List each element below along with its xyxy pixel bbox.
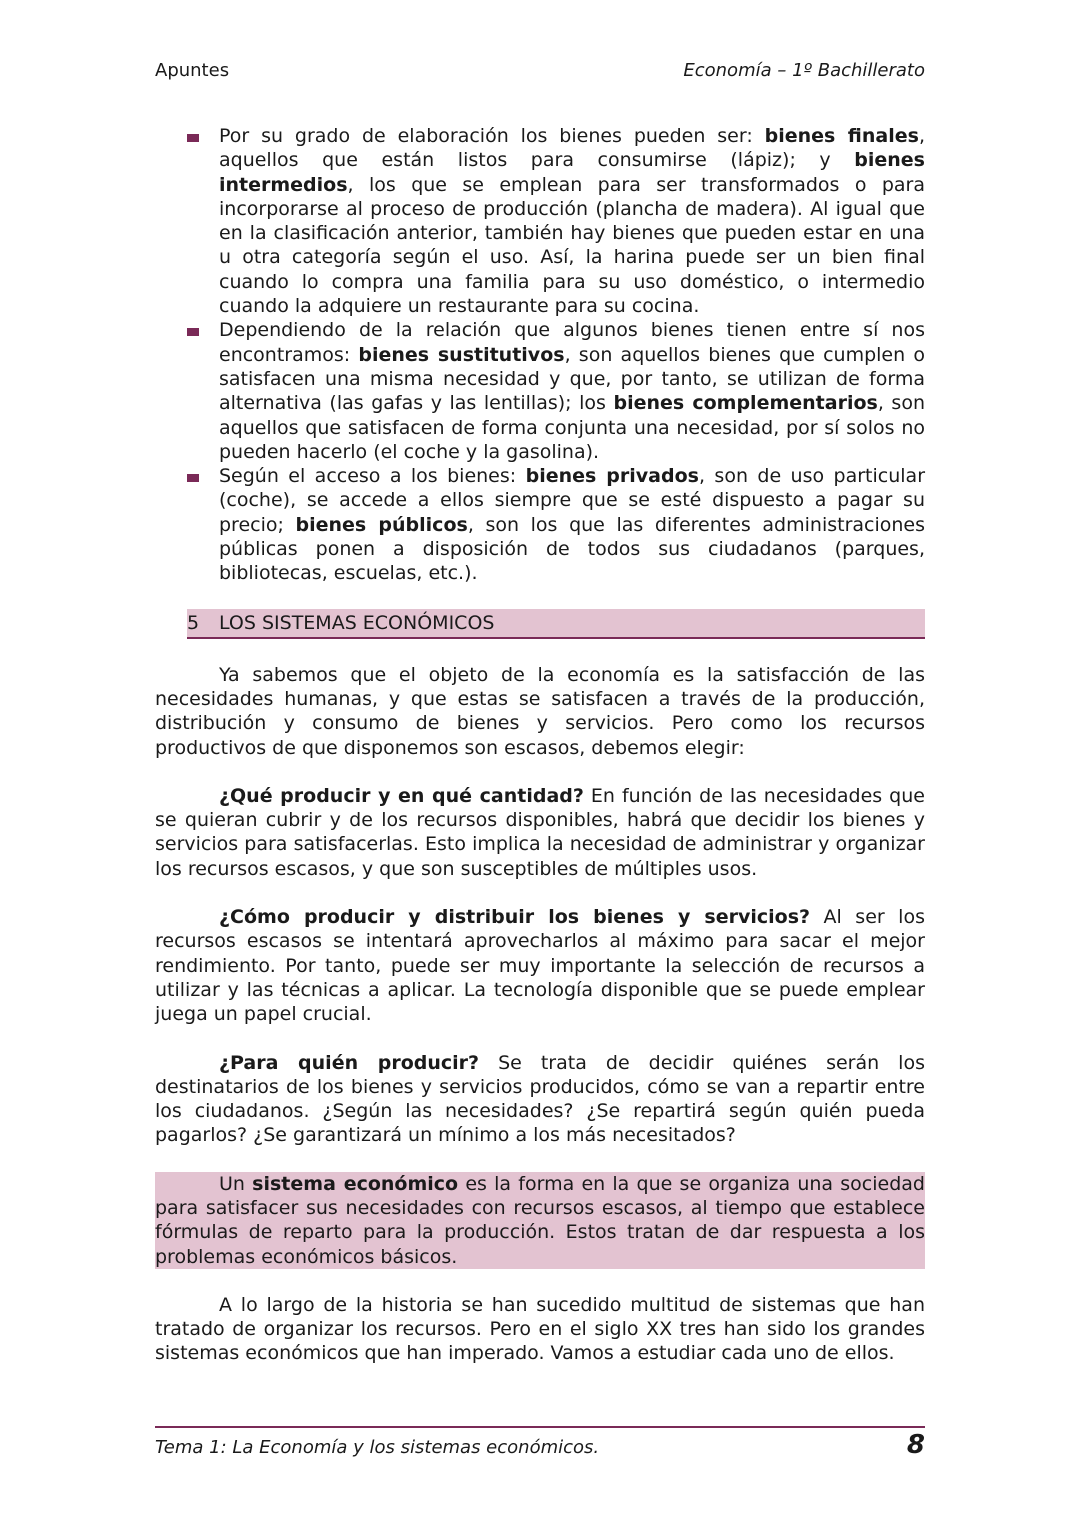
bullet-text: , los que se emplean para ser transformados o para incorporarse al proceso de producción (plancha de madera). Al igual que en la clasificación anterior, también hay bienes que pueden estar en una u otra categoría según el uso. Así, la harina puede ser un bien final cuando lo compra una familia para su uso doméstico, o intermedio cuando la adquiere un restaurante para su cocina. <box>219 173 925 318</box>
question-whom-paragraph <box>155 1051 925 1148</box>
question-bold: ¿Cómo producir y distribuir los bienes y servicios? <box>219 906 811 929</box>
definition-highlight-box <box>155 1172 925 1269</box>
section-number: 5 <box>187 611 200 634</box>
bullet-text: Según el acceso a los bienes: <box>219 465 526 488</box>
bullet-bold-term: bienes públicos <box>295 513 468 536</box>
bullet-text: , son aquellos que satisfacen de forma conjunta una necesidad, por sí solos no pueden hacerlo (el coche y la gasolina). <box>219 392 925 463</box>
bullet-list <box>187 124 925 586</box>
bullet-bold-term: bienes complementarios <box>613 392 878 415</box>
page-header <box>155 60 925 86</box>
intro-paragraph: Ya sabemos que el objeto de la economía es la satisfacción de las necesidades humanas, y que estas se satisfacen a través de la producción, distribución y consumo de bienes y servicios. Pero como los recursos productivos de que disponemos son escasos, debemos elegir: <box>155 663 925 759</box>
definition-text: es la forma en la que se organiza una sociedad para satisfacer sus necesidades con recursos escasos, al tiempo que establece fórmulas de reparto para la producción. Estos tratan de dar respuesta a los problemas económicos básicos. <box>155 1172 925 1268</box>
question-how-paragraph <box>155 905 925 1026</box>
bullet-text: Dependiendo de la relación que algunos bienes tienen entre sí nos encontramos: <box>219 319 925 366</box>
page-number: 8 <box>906 1430 925 1460</box>
header-left-label: Apuntes <box>155 60 230 81</box>
header-course-title: Economía – 1º Bachillerato <box>683 60 925 81</box>
square-bullet-icon <box>187 134 199 142</box>
footer-topic-title: Tema 1: La Economía y los sistemas económicos. <box>155 1437 600 1458</box>
bullet-text: , son de uso particular (coche), se accede a ellos siempre que se esté dispuesto a pagar su precio; <box>219 465 926 536</box>
question-text: En función de las necesidades que se quieran cubrir y de los recursos disponibles, habrá que decidir los bienes y servicios para satisfacerlas. Esto implica la necesidad de administrar y organizar los recursos escasos, y que son susceptibles de múltiples usos. <box>155 784 925 880</box>
bullet-bold-term: bienes sustitutivos <box>358 343 565 366</box>
question-text: Al ser los recursos escasos se intentará aprovecharlos al máximo para sacar el mejor rendimiento. Por tanto, puede ser muy importante la selección de recursos a utilizar y las técnicas a aplicar. La tecnología disponible que se puede emplear juega un papel crucial. <box>155 906 925 1026</box>
definition-prefix: Un <box>219 1172 253 1195</box>
question-bold: ¿Qué producir y en qué cantidad? <box>219 784 584 807</box>
bullet-item-acceso <box>187 464 925 585</box>
section-heading <box>187 609 925 639</box>
bullet-text: Por su grado de elaboración los bienes pueden ser: <box>219 125 765 147</box>
definition-term: sistema económico <box>252 1172 459 1195</box>
bullet-text: , son los que las diferentes administraciones públicas ponen a disposición de todos sus ciudadanos (parques, bibliotecas, escuelas, etc.). <box>219 513 926 585</box>
bullet-bold-term: bienes intermedios <box>219 149 925 196</box>
bullet-item-elaboracion <box>187 124 925 318</box>
closing-paragraph: A lo largo de la historia se han sucedido multitud de sistemas que han tratado de organizar los recursos. Pero en el siglo XX tres han sido los grandes sistemas económicos que han imperado. Vamos a estudiar cada uno de ellos. <box>155 1293 925 1365</box>
bullet-bold-term: bienes finales <box>764 125 919 147</box>
square-bullet-icon <box>187 474 199 482</box>
bullet-bold-term: bienes privados <box>525 465 699 488</box>
bullet-item-relacion <box>187 318 925 464</box>
section-title: LOS SISTEMAS ECONÓMICOS <box>219 611 495 634</box>
question-text: Se trata de decidir quiénes serán los destinatarios de los bienes y servicios producidos, cómo se van a repartir entre los ciudadanos. ¿Según las necesidades? ¿Se repartirá según quién pueda pagarlos? ¿Se garantizará un mínimo a los más necesitados? <box>155 1051 925 1147</box>
question-bold: ¿Para quién producir? <box>219 1051 480 1074</box>
footer-divider <box>155 1426 925 1428</box>
square-bullet-icon <box>187 328 199 336</box>
page-content <box>155 124 925 1366</box>
bullet-text: , aquellos que están listos para consumirse (lápiz); y <box>219 125 925 172</box>
bullet-text: , son aquellos bienes que cumplen o satisfacen una misma necesidad y que, por tanto, se utilizan de forma alternativa (las gafas y las lentillas); los <box>219 343 925 415</box>
question-what-paragraph <box>155 784 925 881</box>
